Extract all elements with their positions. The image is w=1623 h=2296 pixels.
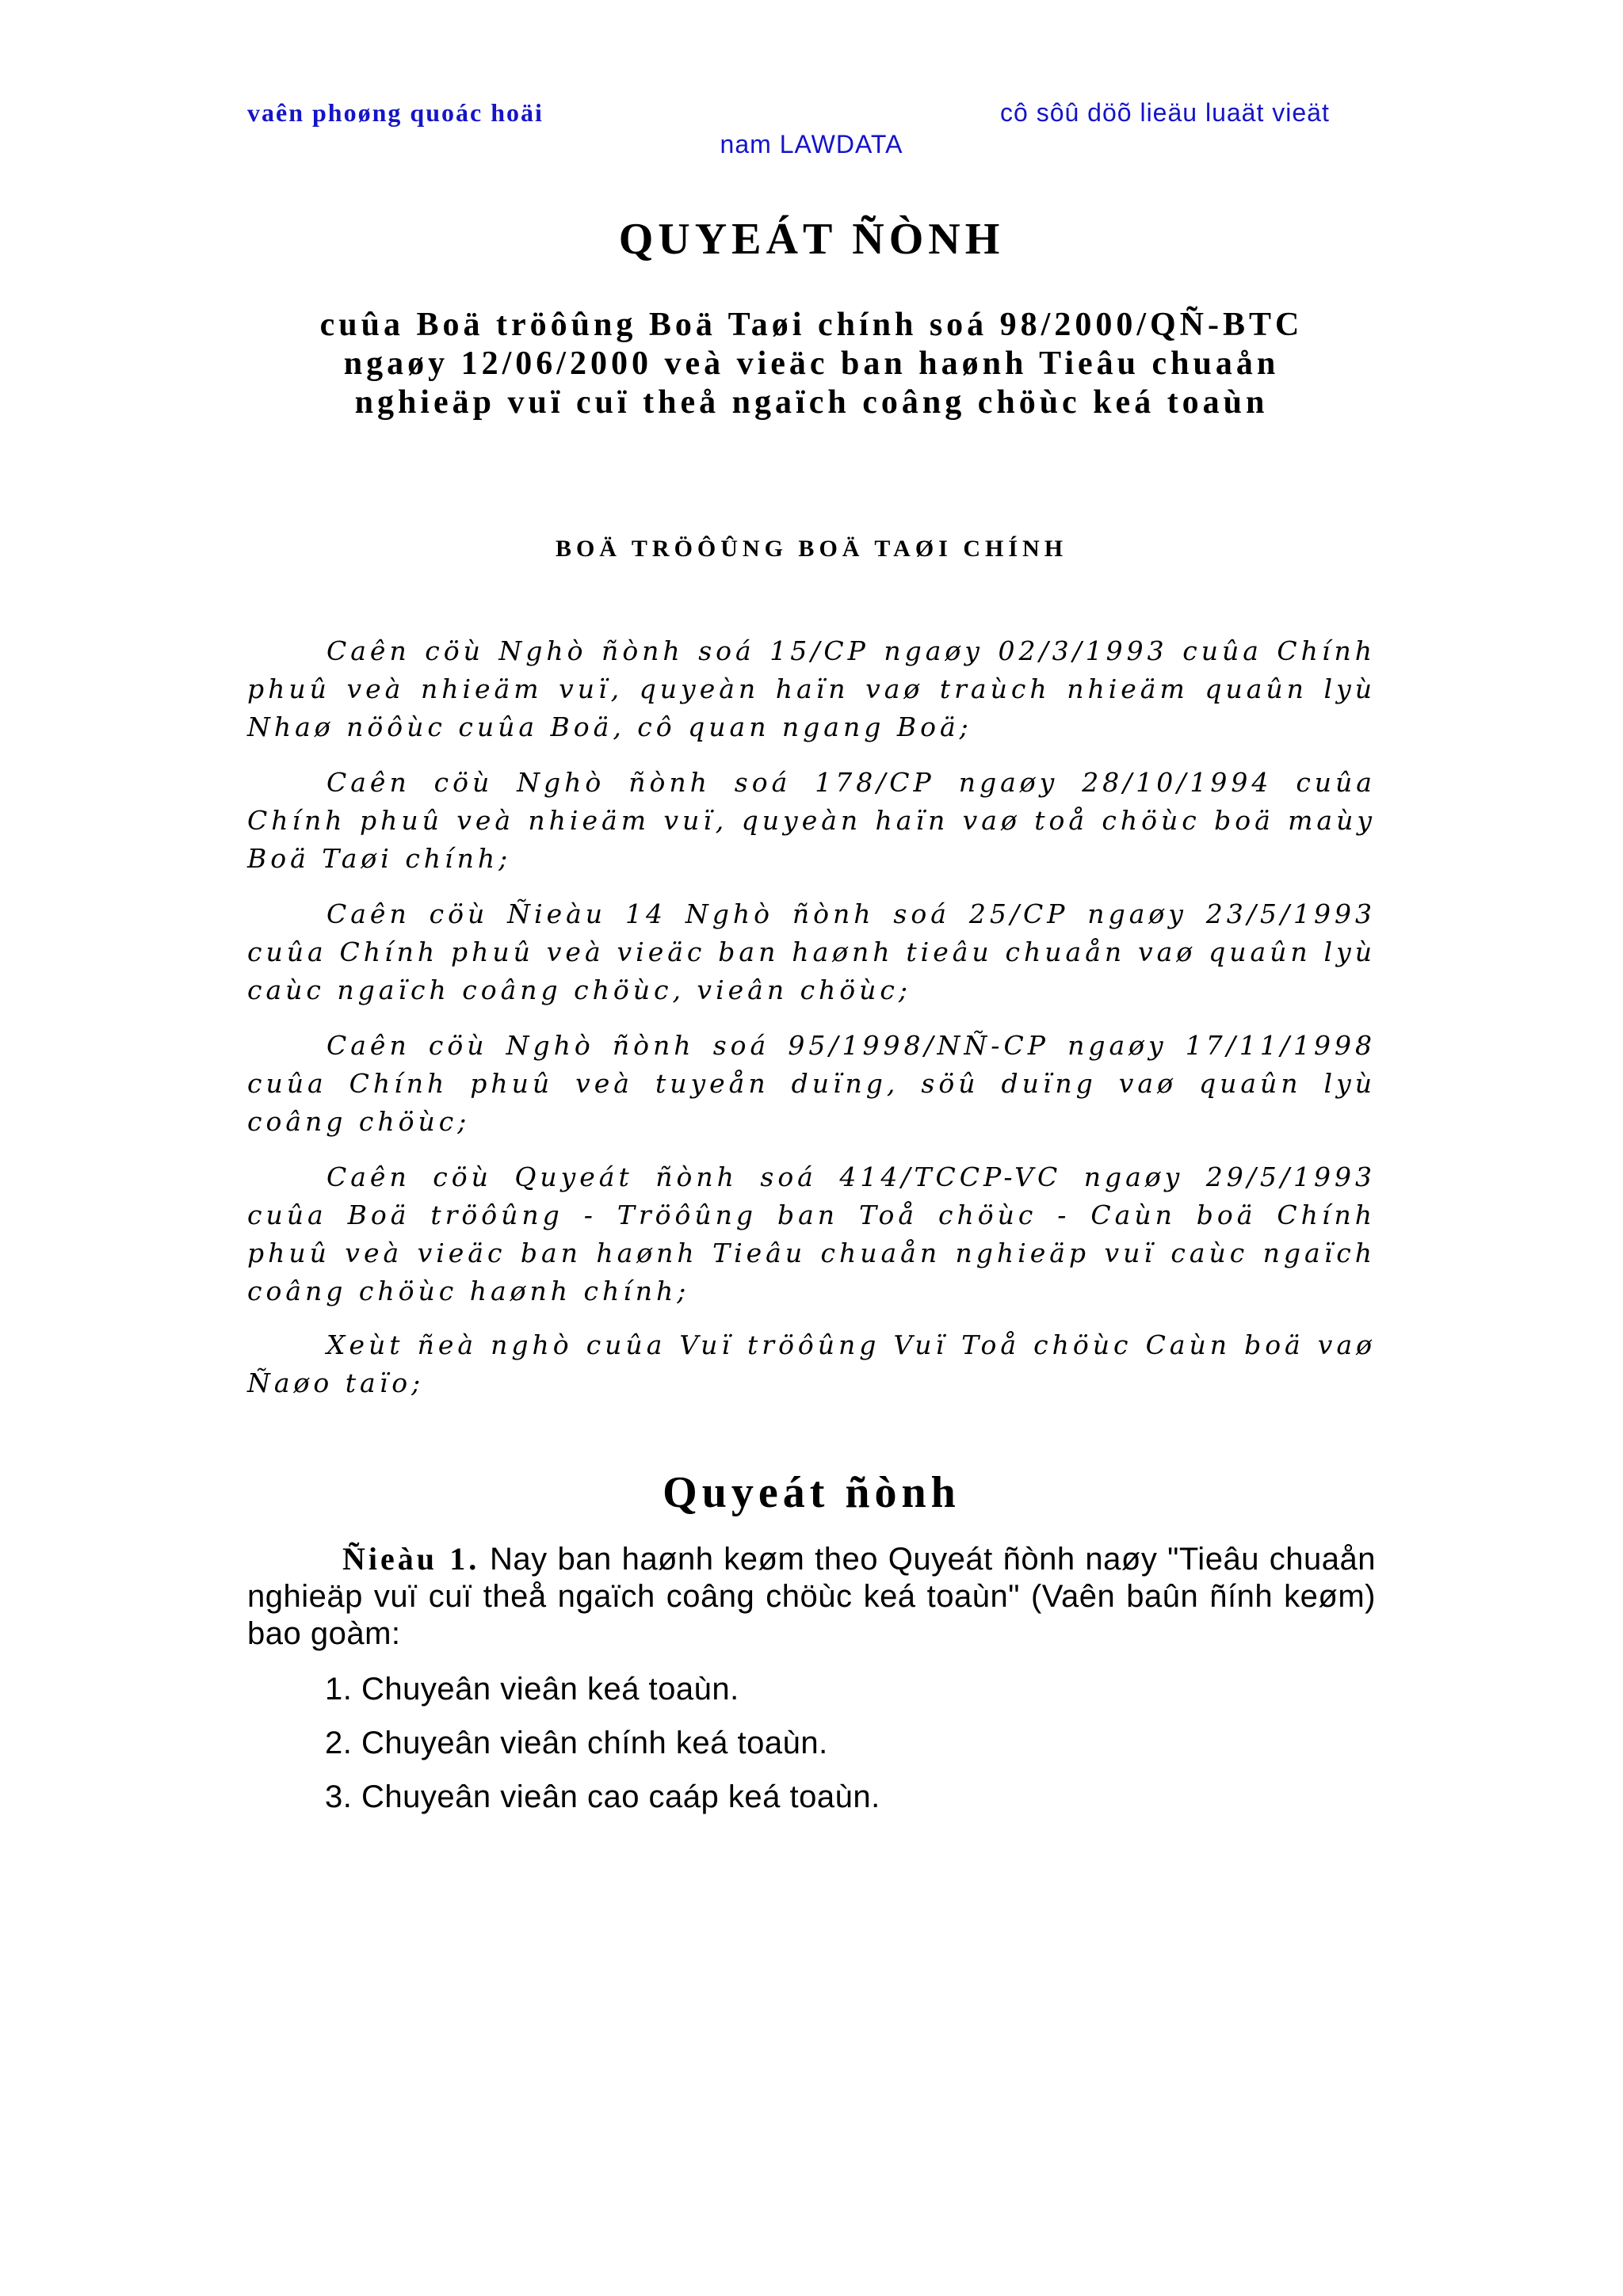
header-left: vaên phoøng quoác hoäi — [247, 98, 544, 127]
legal-basis-paragraph: Xeùt ñeà nghò cuûa Vuï tröôûng Vuï Toå chöùc Caùn boä vaø Ñaøo taïo; — [247, 1329, 1376, 1398]
section-title: Quyeát ñònh — [663, 1468, 960, 1517]
list-item: 1. Chuyeân vieân keá toaùn. — [325, 1672, 739, 1707]
list-item: 2. Chuyeân vieân chính keá toaùn. — [325, 1726, 828, 1760]
legal-basis-paragraph: Caên cöù Nghò ñònh soá 178/CP ngaøy 28/10/1994 cuûa Chính phuû veà nhieäm vuï, quyeàn haïn vaø toå chöùc boä maùy Boä Taøi chính; — [247, 767, 1376, 874]
list-item: 3. Chuyeân vieân cao caáp keá toaùn. — [325, 1779, 880, 1814]
document-title: QUYEÁT ÑÒNH — [618, 215, 1005, 264]
legal-basis-paragraph: Caên cöù Nghò ñònh soá 95/1998/NÑ-CP ngaøy 17/11/1998 cuûa Chính phuû veà tuyeån duïng, söû duïng vaø quaûn lyù coâng chöùc; — [247, 1030, 1376, 1137]
article-1-text: Nay ban haønh keøm theo Quyeát ñònh naøy "Tieâu chuaån nghieäp vuï cuï theå ngaïch coâng chöùc keá toaùn" (Vaên baûn ñính keøm) bao goàm: — [247, 1542, 1376, 1651]
legal-basis-paragraph: Caên cöù Nghò ñònh soá 15/CP ngaøy 02/3/1993 cuûa Chính phuû veà nhieäm vuï, quyeàn haïn vaø traùch nhieäm quaûn lyù Nhaø nöôùc cuûa Boä, cô quan ngang Boä; — [247, 635, 1376, 742]
header-center: nam LAWDATA — [720, 130, 903, 158]
legal-basis-paragraph: Caên cöù Quyeát ñònh soá 414/TCCP-VC ngaøy 29/5/1993 cuûa Boä tröôûng - Tröôûng ban Toå chöùc - Caùn boä Chính phuû veà vieäc ban haønh Tieâu chuaån nghieäp vuï caùc ngaïch coâng chöùc haønh chính; — [247, 1161, 1376, 1306]
article-1-label: Ñieàu 1. — [342, 1541, 480, 1577]
article-1-paragraph — [247, 1540, 1376, 1653]
legal-basis-paragraph: Caên cöù Ñieàu 14 Nghò ñònh soá 25/CP ngaøy 23/5/1993 cuûa Chính phuû veà vieäc ban haønh tieâu chuaån vaø quaûn lyù caùc ngaïch coâng chöùc, vieân chöùc; — [247, 898, 1376, 1005]
issuer-heading: BOÄ TRÖÔÛNG BOÄ TAØI CHÍNH — [555, 536, 1068, 562]
document-subtitle: cuûa Boä tröôûng Boä Taøi chính soá 98/2000/QÑ-BTC ngaøy 12/06/2000 veà vieäc ban haønh Tieâu chuaån nghieäp vuï cuï theå ngaïch coâng chöùc keá toaùn — [319, 307, 1304, 421]
header-right: cô sôû döõ lieäu luaät vieät — [1000, 98, 1330, 127]
